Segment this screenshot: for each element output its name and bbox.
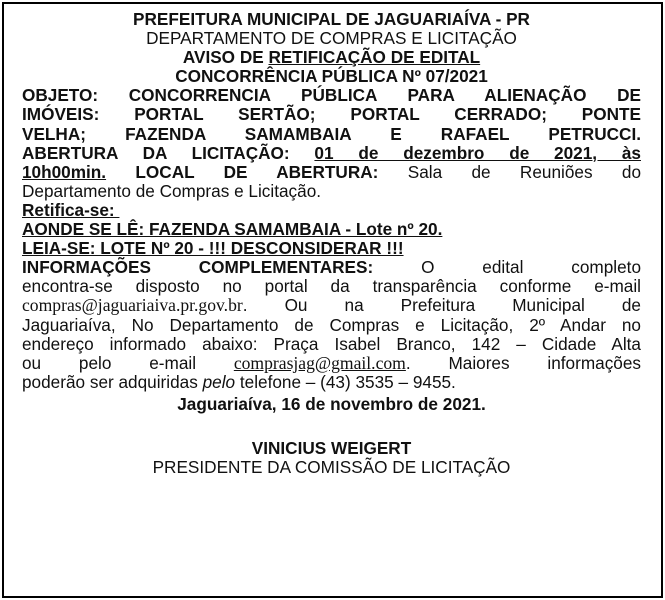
objeto-line-1: OBJETO: CONCORRENCIA PÚBLICA PARA ALIENAÇÃO DE: [22, 85, 641, 106]
prefeitura-heading: PREFEITURA MUNICIPAL DE JAGUARIAÍVA - PR: [133, 9, 530, 29]
info-text-pelo: pelo: [202, 371, 236, 392]
email-primary[interactable]: compras@jaguariaiva.pr.gov.br: [22, 295, 243, 316]
info-text-6: ou pelo e-mail: [22, 352, 234, 373]
info-text-7: . Maiores informações: [405, 352, 641, 373]
local-line-2: Departamento de Compras e Licitação.: [22, 180, 322, 201]
abertura-time: 10h00min.: [22, 161, 107, 182]
notice-document: [22, 10, 641, 477]
local-label: LOCAL DE ABERTURA:: [106, 161, 379, 182]
date-line: Jaguariaíva, 16 de novembro de 2021.: [177, 393, 486, 414]
spacer: [22, 414, 641, 433]
signature-title: PRESIDENTE DA COMISSÃO DE LICITAÇÃO: [152, 457, 511, 478]
aviso-retificacao: RETIFICAÇÃO DE EDITAL: [268, 47, 481, 68]
info-text-3: . Ou na Prefeitura Municipal de: [242, 295, 641, 316]
info-line-4: Jaguariaíva, No Departamento de Compras e Licitação, 2º Andar no: [22, 314, 641, 335]
objeto-line-3: VELHA; FAZENDA SAMAMBAIA E RAFAEL PETRUCCI.: [22, 123, 641, 144]
abertura-date: 01 de dezembro de 2021, às: [314, 142, 641, 163]
info-text-9: telefone – (43) 3535 – 9455.: [235, 371, 456, 392]
aviso-prefix: AVISO DE: [182, 47, 269, 68]
info-text-8: poderão ser adquiridas: [22, 371, 203, 392]
retifica-label: Retifica-se:: [22, 199, 120, 220]
signature-name: VINICIUS WEIGERT: [251, 437, 412, 458]
info-line-1: [22, 258, 641, 277]
abertura-line: [22, 144, 641, 163]
departamento-heading: DEPARTAMENTO DE COMPRAS E LICITAÇÃO: [146, 28, 517, 49]
info-line-5: endereço informado abaixo: Praça Isabel Branco, 142 – Cidade Alta: [22, 333, 641, 354]
info-line-7: [22, 373, 641, 392]
local-value: Sala de Reuniões do: [378, 161, 642, 182]
info-text-1: O edital completo: [373, 257, 641, 278]
aviso-heading: [22, 48, 641, 67]
concorrencia-heading: CONCORRÊNCIA PÚBLICA Nº 07/2021: [175, 66, 488, 87]
leia-se: LEIA-SE: LOTE Nº 20 - !!! DESCONSIDERAR !!!: [22, 238, 404, 259]
objeto-line-2: IMÓVEIS: PORTAL SERTÃO; PORTAL CERRADO; PONTE: [22, 104, 641, 125]
info-line-2: encontra-se disposto no portal da transparência conforme e-mail: [22, 276, 641, 297]
info-label: INFORMAÇÕES COMPLEMENTARES:: [22, 257, 374, 278]
abertura-label: ABERTURA DA LICITAÇÃO:: [22, 142, 315, 163]
onde-se-le: AONDE SE LÊ: FAZENDA SAMAMBAIA - Lote nº 20.: [22, 219, 443, 240]
info-line-3: [22, 296, 641, 315]
email-gmail-link[interactable]: comprasjag@gmail.com: [233, 352, 406, 373]
local-line: [22, 163, 641, 182]
info-line-6: [22, 354, 641, 373]
